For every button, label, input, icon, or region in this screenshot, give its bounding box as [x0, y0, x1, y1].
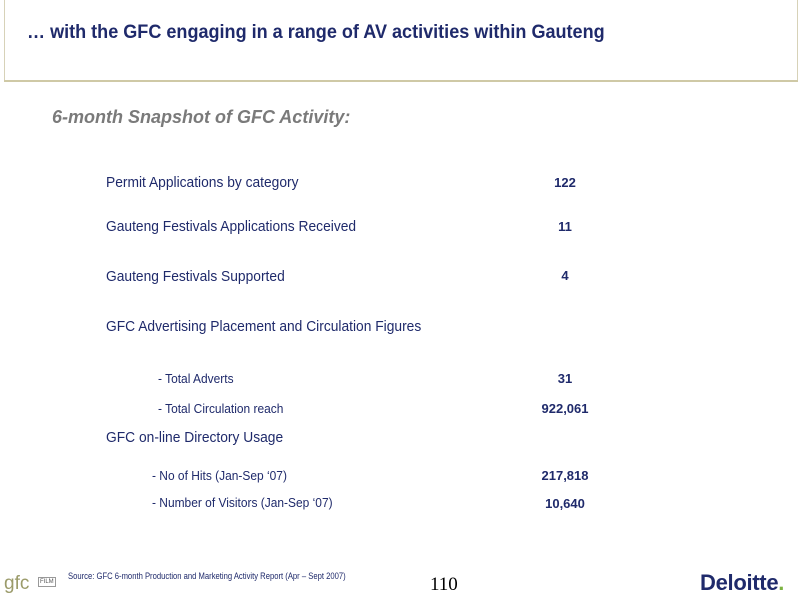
deloitte-logo-dot: .: [778, 570, 785, 595]
row-label-advertising-figures: GFC Advertising Placement and Circulation Figures: [106, 318, 422, 335]
row-label-no-of-hits: - No of Hits (Jan-Sep ‘07): [152, 468, 287, 483]
page-title: … with the GFC engaging in a range of AV activities within Gauteng: [27, 22, 605, 43]
deloitte-logo: [700, 570, 784, 596]
row-value-permit-applications: 122: [554, 175, 576, 190]
row-value-festivals-supported: 4: [561, 268, 569, 283]
row-label-permit-applications: Permit Applications by category: [106, 174, 299, 191]
row-label-circulation-reach: - Total Circulation reach: [158, 401, 284, 416]
row-value-festival-applications: 11: [558, 219, 572, 234]
row-label-visitors: - Number of Visitors (Jan-Sep ‘07): [152, 495, 333, 510]
title-box: [4, 0, 798, 82]
source-note: Source: GFC 6-month Production and Marketing Activity Report (Apr – Sept 2007): [68, 571, 346, 581]
row-label-festivals-supported: Gauteng Festivals Supported: [106, 268, 285, 285]
row-value-circulation-reach: 922,061: [541, 401, 589, 416]
row-label-total-adverts: - Total Adverts: [158, 371, 234, 386]
row-value-total-adverts: 31: [557, 371, 573, 386]
section-heading: 6-month Snapshot of GFC Activity:: [52, 107, 351, 127]
gfc-logo-text: gfc: [4, 573, 30, 594]
row-label-festival-applications: Gauteng Festivals Applications Received: [106, 218, 357, 235]
title-rule: [4, 80, 798, 82]
row-value-visitors: 10,640: [545, 496, 585, 511]
row-value-no-of-hits: 217,818: [541, 468, 589, 483]
gfc-logo-tag: FILM: [40, 579, 54, 585]
deloitte-logo-text: Deloitte: [700, 570, 779, 595]
gfc-logo: [4, 573, 52, 597]
page-number: 110: [430, 574, 458, 595]
row-label-directory-usage: GFC on-line Directory Usage: [106, 429, 284, 446]
